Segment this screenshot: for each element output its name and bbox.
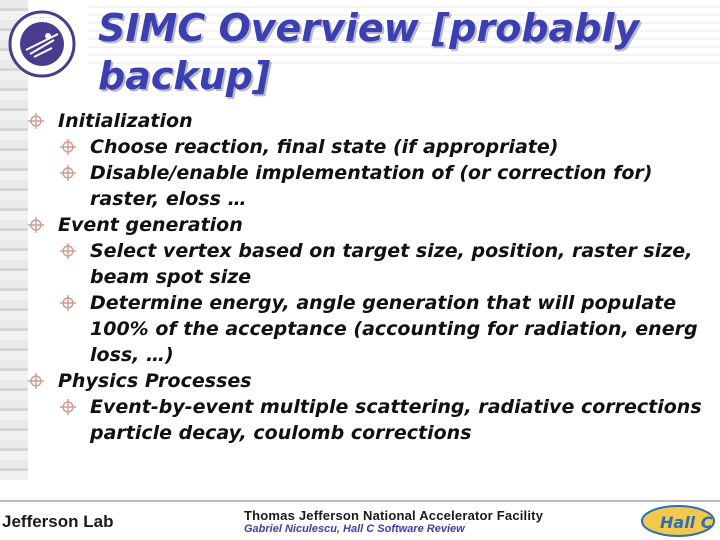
crosshair-bullet-icon bbox=[60, 243, 76, 259]
text-line: 100% of the acceptance (accounting for radiation, energ bbox=[90, 318, 698, 340]
facility-name: Thomas Jefferson National Accelerator Facility bbox=[244, 508, 544, 523]
sub-bullet-determine-energy bbox=[60, 290, 720, 368]
text-line: Event-by-event multiple scattering, radiative corrections bbox=[90, 396, 702, 418]
sub-bullet-text bbox=[90, 290, 698, 368]
text-line: beam spot size bbox=[90, 266, 252, 288]
bullet-list bbox=[28, 108, 720, 446]
footer-divider bbox=[0, 500, 720, 502]
slide-title: SIMC Overview [probably backup] bbox=[98, 6, 640, 98]
hall-c-logo bbox=[640, 504, 716, 538]
bullet-text: Event generation bbox=[58, 214, 243, 236]
text-line: raster, eloss … bbox=[90, 188, 247, 210]
sub-bullet-select-vertex bbox=[60, 238, 720, 290]
university-seal-logo bbox=[8, 10, 76, 78]
text-line: Select vertex based on target size, position, raster size, bbox=[90, 240, 693, 262]
hall-c-logo-text: Hall C bbox=[660, 513, 713, 532]
bullet-text: Physics Processes bbox=[58, 370, 252, 392]
crosshair-bullet-icon bbox=[60, 139, 76, 155]
crosshair-bullet-icon bbox=[60, 165, 76, 181]
bullet-physics-processes bbox=[28, 368, 720, 394]
sub-bullet-disable-enable bbox=[60, 160, 720, 212]
bullet-initialization bbox=[28, 108, 720, 134]
crosshair-bullet-icon bbox=[60, 399, 76, 415]
text-line: loss, …) bbox=[90, 344, 174, 366]
presenter-credit: Gabriel Niculescu, Hall C Software Review bbox=[244, 523, 465, 535]
sub-bullet-text bbox=[90, 134, 558, 160]
sub-bullet-choose-reaction bbox=[60, 134, 720, 160]
sub-bullet-text bbox=[90, 160, 652, 212]
sub-bullet-text bbox=[90, 394, 702, 446]
bullet-text: Initialization bbox=[58, 110, 193, 132]
svg-text:· · · · · · · ·: · · · · · · · · bbox=[30, 15, 54, 21]
text-line: Choose reaction, final state (if appropriate) bbox=[90, 136, 559, 158]
text-line: Disable/enable implementation of (or correction for) bbox=[90, 162, 653, 184]
crosshair-bullet-icon bbox=[60, 295, 76, 311]
crosshair-bullet-icon bbox=[28, 113, 44, 129]
sub-bullet-event-by-event bbox=[60, 394, 720, 446]
crosshair-bullet-icon bbox=[28, 373, 44, 389]
sub-bullet-text bbox=[90, 238, 692, 290]
jefferson-lab-logo: Jefferson Lab bbox=[2, 512, 114, 531]
bullet-event-generation bbox=[28, 212, 720, 238]
text-line: Determine energy, angle generation that will populate bbox=[90, 292, 677, 314]
text-line: particle decay, coulomb corrections bbox=[90, 422, 472, 444]
crosshair-bullet-icon bbox=[28, 217, 44, 233]
